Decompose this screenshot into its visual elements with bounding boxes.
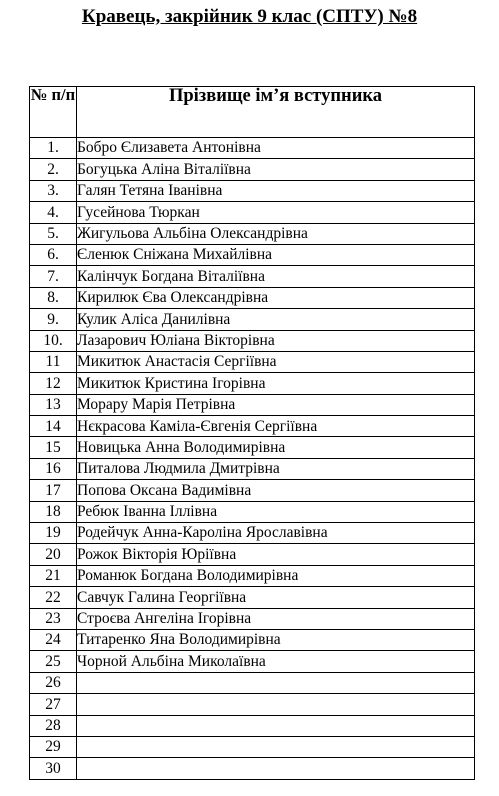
table-row — [30, 330, 475, 351]
row-number-cell: 26 — [30, 672, 77, 693]
table-row — [30, 159, 475, 180]
table-row — [30, 629, 475, 650]
row-number-cell: 13 — [30, 394, 77, 415]
row-number-cell: 2. — [30, 159, 77, 180]
table-row — [30, 180, 475, 201]
applicant-name-cell: Микитюк Анастасія Сергіївна — [77, 351, 475, 372]
row-number-cell: 29 — [30, 736, 77, 757]
table-row — [30, 672, 475, 693]
row-number-cell: 10. — [30, 330, 77, 351]
column-header-name: Прізвище ім’я вступника — [77, 87, 475, 138]
row-number-cell: 21 — [30, 565, 77, 586]
applicant-name-cell: Рожок Вікторія Юріївна — [77, 544, 475, 565]
row-number-cell: 22 — [30, 587, 77, 608]
row-number-cell: 24 — [30, 629, 77, 650]
applicant-name-cell: Попова Оксана Вадимівна — [77, 480, 475, 501]
applicant-name-cell: Чорной Альбіна Миколаївна — [77, 651, 475, 672]
applicants-table — [29, 86, 475, 780]
row-number-cell: 30 — [30, 758, 77, 779]
applicant-name-cell — [77, 672, 475, 693]
applicant-name-cell — [77, 715, 475, 736]
table-row — [30, 351, 475, 372]
table-row — [30, 244, 475, 265]
applicant-name-cell: Ребюк Іванна Іллівна — [77, 501, 475, 522]
document-title: Кравець, закрійник 9 клас (СПТУ) №8 — [81, 6, 418, 27]
applicant-name-cell: Титаренко Яна Володимирівна — [77, 629, 475, 650]
row-number-cell: 19 — [30, 523, 77, 544]
row-number-cell: 8. — [30, 287, 77, 308]
applicant-name-cell — [77, 736, 475, 757]
row-number-cell: 11 — [30, 351, 77, 372]
table-row — [30, 715, 475, 736]
table-row — [30, 394, 475, 415]
applicant-name-cell: Строєва Ангеліна Ігорівна — [77, 608, 475, 629]
row-number-cell: 18 — [30, 501, 77, 522]
table-row — [30, 501, 475, 522]
applicant-name-cell: Питалова Людмила Дмитрівна — [77, 458, 475, 479]
row-number-cell: 25 — [30, 651, 77, 672]
table-row — [30, 694, 475, 715]
table-row — [30, 480, 475, 501]
row-number-cell: 27 — [30, 694, 77, 715]
applicant-name-cell — [77, 758, 475, 779]
table-row — [30, 736, 475, 757]
applicant-name-cell: Микитюк Кристина Ігорівна — [77, 373, 475, 394]
table-row — [30, 458, 475, 479]
table-row — [30, 587, 475, 608]
table-row — [30, 523, 475, 544]
applicant-name-cell: Новицька Анна Володимирівна — [77, 437, 475, 458]
applicant-name-cell: Кулик Аліса Данилівна — [77, 309, 475, 330]
applicant-name-cell: Кирилюк Єва Олександрівна — [77, 287, 475, 308]
table-row — [30, 416, 475, 437]
table-row — [30, 266, 475, 287]
applicant-name-cell: Родейчук Анна-Кароліна Ярославівна — [77, 523, 475, 544]
row-number-cell: 9. — [30, 309, 77, 330]
applicant-name-cell: Романюк Богдана Володимирівна — [77, 565, 475, 586]
applicant-name-cell: Нєкрасова Каміла-Євгенія Сергіївна — [77, 416, 475, 437]
applicant-name-cell: Єленюк Сніжана Михайлівна — [77, 244, 475, 265]
applicant-name-cell: Морару Марія Петрівна — [77, 394, 475, 415]
applicant-name-cell — [77, 694, 475, 715]
table-row — [30, 202, 475, 223]
row-number-cell: 4. — [30, 202, 77, 223]
row-number-cell: 14 — [30, 416, 77, 437]
table-row — [30, 608, 475, 629]
table-row — [30, 309, 475, 330]
applicant-name-cell: Гусейнова Тюркан — [77, 202, 475, 223]
applicant-name-cell: Жигульова Альбіна Олександрівна — [77, 223, 475, 244]
row-number-cell: 3. — [30, 180, 77, 201]
row-number-cell: 1. — [30, 138, 77, 159]
applicant-name-cell: Бобро Єлизавета Антонівна — [77, 138, 475, 159]
table-body — [30, 138, 475, 780]
table-row — [30, 437, 475, 458]
applicant-name-cell: Савчук Галина Георгіївна — [77, 587, 475, 608]
table-row — [30, 544, 475, 565]
table-row — [30, 758, 475, 779]
column-header-number: № п/п — [30, 87, 77, 138]
applicant-name-cell: Богуцька Аліна Віталіївна — [77, 159, 475, 180]
table-row — [30, 287, 475, 308]
row-number-cell: 5. — [30, 223, 77, 244]
row-number-cell: 17 — [30, 480, 77, 501]
row-number-cell: 16 — [30, 458, 77, 479]
applicant-name-cell: Калінчук Богдана Віталіївна — [77, 266, 475, 287]
applicant-name-cell: Лазарович Юліана Вікторівна — [77, 330, 475, 351]
row-number-cell: 6. — [30, 244, 77, 265]
row-number-cell: 20 — [30, 544, 77, 565]
row-number-cell: 15 — [30, 437, 77, 458]
row-number-cell: 28 — [30, 715, 77, 736]
table-header-row — [30, 87, 475, 138]
table-row — [30, 223, 475, 244]
applicant-name-cell: Галян Тетяна Іванівна — [77, 180, 475, 201]
row-number-cell: 23 — [30, 608, 77, 629]
row-number-cell: 12 — [30, 373, 77, 394]
row-number-cell: 7. — [30, 266, 77, 287]
table-row — [30, 138, 475, 159]
table-row — [30, 565, 475, 586]
table-row — [30, 373, 475, 394]
table-row — [30, 651, 475, 672]
